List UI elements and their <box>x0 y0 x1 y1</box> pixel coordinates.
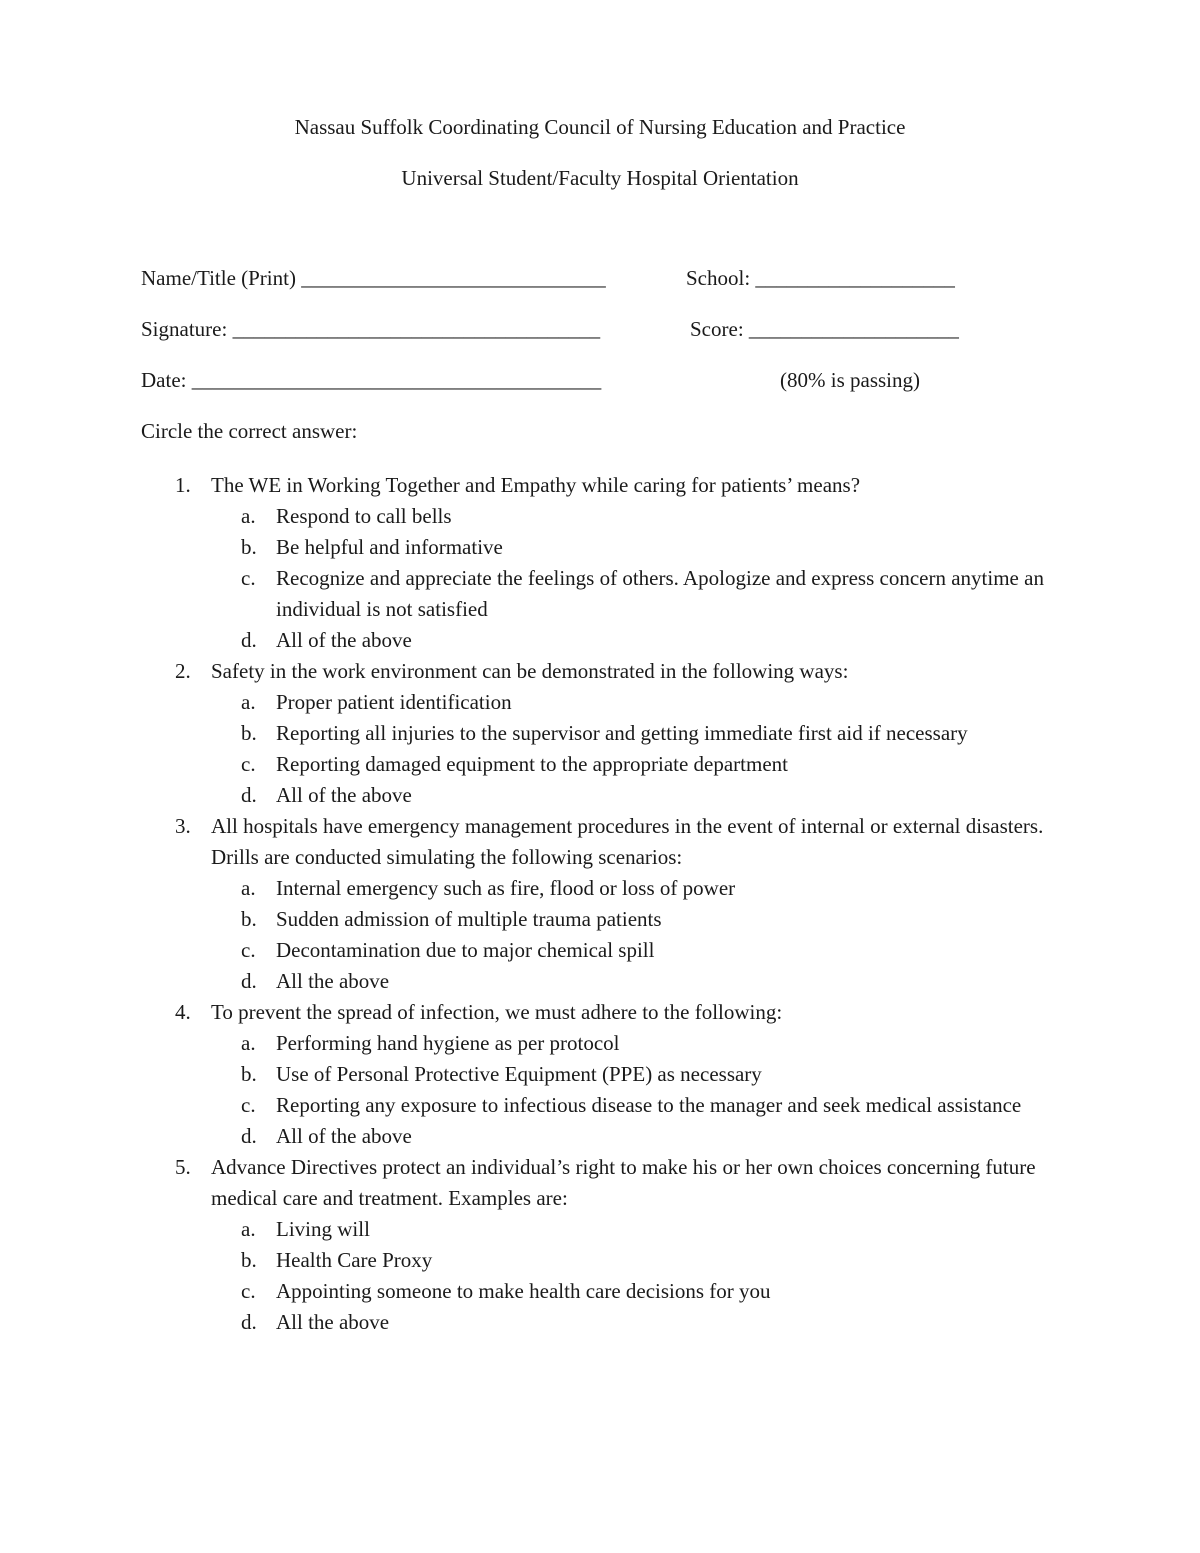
option-text: Use of Personal Protective Equipment (PPE) as necessary <box>276 1062 762 1086</box>
option-text: Proper patient identification <box>276 690 512 714</box>
option-letter: d. <box>241 1124 257 1148</box>
document-title: Nassau Suffolk Coordinating Council of Nursing Education and Practice <box>294 115 906 139</box>
answer-option-3b[interactable] <box>211 904 1056 935</box>
signature-field[interactable]: Signature: ___________________________________ <box>141 317 601 341</box>
answer-option-2b[interactable] <box>211 718 1056 749</box>
question-text: Advance Directives protect an individual’s right to make his or her own choices concerning future medical care and treatment. Examples are: <box>211 1155 1036 1210</box>
question-3-options <box>0 873 1061 997</box>
option-letter: a. <box>241 690 256 714</box>
option-letter: c. <box>241 1093 256 1117</box>
option-text: All the above <box>276 969 390 993</box>
question-number: 2. <box>175 659 191 683</box>
option-letter: d. <box>241 628 257 652</box>
option-text: Health Care Proxy <box>276 1248 433 1272</box>
answer-option-1d[interactable] <box>211 625 1056 656</box>
question-4-options <box>0 1028 1061 1152</box>
question-text: Safety in the work environment can be demonstrated in the following ways: <box>211 659 849 683</box>
name-title-field[interactable]: Name/Title (Print) _____________________________ <box>141 266 606 290</box>
answer-option-4b[interactable] <box>211 1059 1056 1090</box>
date-field[interactable]: Date: _______________________________________ <box>141 368 602 392</box>
answer-option-2d[interactable] <box>211 780 1056 811</box>
question-5 <box>0 1152 1061 1214</box>
option-letter: c. <box>241 566 256 590</box>
question-number: 5. <box>175 1155 191 1179</box>
document-subtitle: Universal Student/Faculty Hospital Orientation <box>401 166 799 190</box>
option-letter: a. <box>241 504 256 528</box>
option-text: Reporting all injuries to the supervisor and getting immediate first aid if necessary <box>276 721 968 745</box>
answer-option-3d[interactable] <box>211 966 1056 997</box>
option-letter: a. <box>241 1031 256 1055</box>
option-text: Internal emergency such as fire, flood or loss of power <box>276 876 736 900</box>
option-text: Living will <box>276 1217 370 1241</box>
option-text: All of the above <box>276 783 412 807</box>
answer-option-4d[interactable] <box>211 1121 1056 1152</box>
question-text: The WE in Working Together and Empathy while caring for patients’ means? <box>211 473 861 497</box>
question-1-options <box>0 501 1061 656</box>
option-letter: d. <box>241 1310 257 1334</box>
option-text: Sudden admission of multiple trauma patients <box>276 907 662 931</box>
question-4 <box>0 997 1061 1028</box>
question-text: All hospitals have emergency management procedures in the event of internal or external disasters. Drills are conducted simulating the following scenarios: <box>211 814 1044 869</box>
question-list <box>0 470 1200 1338</box>
option-text: Performing hand hygiene as per protocol <box>276 1031 620 1055</box>
question-number: 4. <box>175 1000 191 1024</box>
answer-option-3c[interactable] <box>211 935 1056 966</box>
answer-option-5d[interactable] <box>211 1307 1056 1338</box>
option-letter: b. <box>241 721 257 745</box>
option-letter: b. <box>241 535 257 559</box>
option-text: Reporting damaged equipment to the appropriate department <box>276 752 788 776</box>
option-letter: c. <box>241 938 256 962</box>
option-letter: b. <box>241 1062 257 1086</box>
question-5-options <box>0 1214 1061 1338</box>
option-letter: d. <box>241 783 257 807</box>
answer-option-4a[interactable] <box>211 1028 1056 1059</box>
answer-option-5a[interactable] <box>211 1214 1056 1245</box>
question-2 <box>0 656 1061 687</box>
question-number: 3. <box>175 814 191 838</box>
option-letter: c. <box>241 1279 256 1303</box>
school-field[interactable]: School: ___________________ <box>686 266 955 290</box>
option-text: Reporting any exposure to infectious disease to the manager and seek medical assistance <box>276 1093 1022 1117</box>
option-letter: d. <box>241 969 257 993</box>
option-text: Appointing someone to make health care decisions for you <box>276 1279 771 1303</box>
question-2-options <box>0 687 1061 811</box>
answer-option-2c[interactable] <box>211 749 1056 780</box>
answer-option-1a[interactable] <box>211 501 1056 532</box>
option-text: All the above <box>276 1310 390 1334</box>
question-1 <box>0 470 1061 501</box>
option-letter: b. <box>241 1248 257 1272</box>
answer-option-3a[interactable] <box>211 873 1056 904</box>
passing-note: (80% is passing) <box>780 368 920 392</box>
answer-option-1b[interactable] <box>211 532 1056 563</box>
question-text: To prevent the spread of infection, we must adhere to the following: <box>211 1000 783 1024</box>
score-field[interactable]: Score: ____________________ <box>690 317 959 341</box>
answer-option-1c[interactable] <box>211 563 1056 625</box>
question-number: 1. <box>175 473 191 497</box>
option-letter: a. <box>241 1217 256 1241</box>
option-letter: c. <box>241 752 256 776</box>
option-text: Be helpful and informative <box>276 535 503 559</box>
option-text: Decontamination due to major chemical spill <box>276 938 655 962</box>
answer-option-2a[interactable] <box>211 687 1056 718</box>
option-letter: a. <box>241 876 256 900</box>
option-text: Respond to call bells <box>276 504 452 528</box>
option-text: Recognize and appreciate the feelings of others. Apologize and express concern anytime an individual is not satisfied <box>276 566 1044 621</box>
option-text: All of the above <box>276 1124 412 1148</box>
answer-option-4c[interactable] <box>211 1090 1056 1121</box>
answer-option-5b[interactable] <box>211 1245 1056 1276</box>
answer-option-5c[interactable] <box>211 1276 1056 1307</box>
question-3 <box>0 811 1061 873</box>
option-letter: b. <box>241 907 257 931</box>
option-text: All of the above <box>276 628 412 652</box>
instruction-text: Circle the correct answer: <box>141 419 358 443</box>
